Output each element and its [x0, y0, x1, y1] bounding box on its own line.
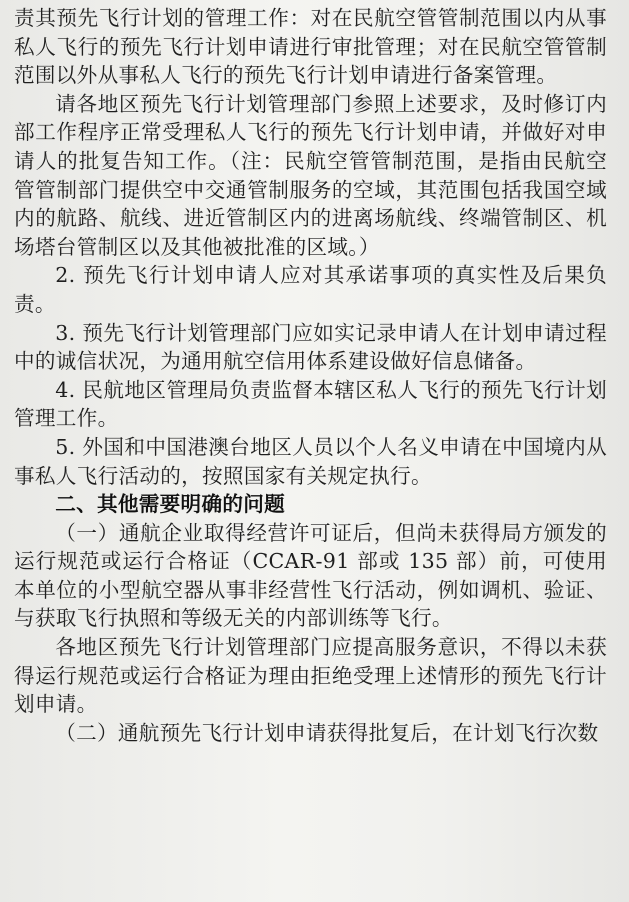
paragraph-item-5: 5. 外国和中国港澳台地区人员以个人名义申请在中国境内从事私人飞行活动的，按照国家有关规定执行。: [14, 434, 607, 488]
paragraph-item-3: 3. 预先飞行计划管理部门应如实记录申请人在计划申请过程中的诚信状况，为通用航空信用体系建设做好信息储备。: [14, 320, 607, 374]
paragraph-item-4: 4. 民航地区管理局负责监督本辖区私人飞行的预先飞行计划管理工作。: [14, 377, 607, 431]
section-heading-2: 二、其他需要明确的问题: [55, 492, 286, 517]
paragraph-requirement: 请各地区预先飞行计划管理部门参照上述要求，及时修订内部工作程序正常受理私人飞行的预先飞行计划申请，并做好对申请人的批复告知工作。（注：民航空管管制范围，是指由民航空管管制部门提供空中交通管制服务的空域，其范围包括我国空域内的航路、航线、进近管制区内的进离场航线、终端管制区、机场塔台管制区以及其他被批准的区域。）: [14, 91, 607, 259]
paragraph-continuation: 责其预先飞行计划的管理工作：对在民航空管管制范围以内从事私人飞行的预先飞行计划申请进行审批管理；对在民航空管管制范围以外从事私人飞行的预先飞行计划申请进行备案管理。: [14, 6, 607, 88]
paragraph-subitem-1: （一）通航企业取得经营许可证后，但尚未获得局方颁发的运行规范或运行合格证（CCAR-91 部或 135 部）前，可使用本单位的小型航空器从事非经营性飞行活动，例如调机、验证、与获取飞行执照和等级无关的内部训练等飞行。: [14, 520, 607, 631]
paragraph-subitem-2: （二）通航预先飞行计划申请获得批复后，在计划飞行次数: [55, 720, 599, 745]
paragraph-item-2: 2. 预先飞行计划申请人应对其承诺事项的真实性及后果负责。: [14, 263, 607, 316]
paragraph-service-notice: 各地区预先飞行计划管理部门应提高服务意识，不得以未获得运行规范或运行合格证为理由拒绝受理上述情形的预先飞行计划申请。: [14, 635, 607, 717]
